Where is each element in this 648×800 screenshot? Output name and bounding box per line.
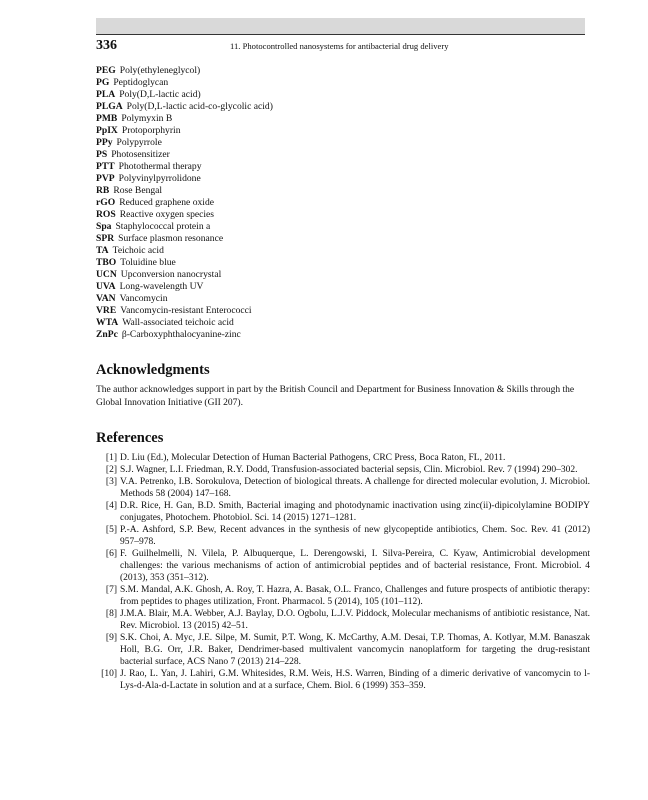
- abbreviation-item: [96, 185, 585, 197]
- reference-number: [5]: [105, 525, 117, 535]
- abbreviation-item: [96, 269, 585, 281]
- abbreviation-item: [96, 209, 585, 221]
- reference-number: [10]: [101, 669, 117, 679]
- abbreviation-item: [96, 173, 585, 185]
- page-number: 336: [96, 38, 117, 53]
- reference-item: [96, 452, 590, 464]
- reference-item: [96, 668, 590, 692]
- reference-number: [4]: [105, 501, 117, 511]
- reference-text: F. Guilhelmelli, N. Vilela, P. Albuquerque, L. Derengowski, I. Silva-Pereira, C. Kyaw, Antimicrobial development challenges: the various mechanisms of action of antimicrobial peptides and of bacterial resistance, Front. Microbiol. 4 (2013), 353 (351–312).: [120, 549, 590, 583]
- running-head: 11. Photocontrolled nanosystems for antibacterial drug delivery: [230, 41, 449, 51]
- abbreviation-term: Spa: [96, 221, 112, 232]
- abbreviation-definition: Photothermal therapy: [118, 161, 202, 172]
- acknowledgments-heading: Acknowledgments: [96, 362, 210, 378]
- abbreviation-item: [96, 233, 585, 245]
- acknowledgments-text: The author acknowledges support in part by the British Council and Department for Business Innovation & Skills through the Global Innovation Initiative (GII 207).: [96, 385, 575, 408]
- abbreviation-definition: Poly(D,L-lactic acid-co-glycolic acid): [126, 101, 273, 112]
- abbreviation-term: TBO: [96, 257, 117, 268]
- abbreviation-item: [96, 77, 585, 89]
- abbreviation-term: PLGA: [96, 101, 123, 112]
- abbreviation-definition: Vancomycin-resistant Enterococci: [120, 305, 252, 316]
- reference-text: D. Liu (Ed.), Molecular Detection of Human Bacterial Pathogens, CRC Press, Boca Raton, FL, 2011.: [120, 453, 506, 463]
- abbreviation-definition: Toluidine blue: [120, 257, 176, 268]
- reference-item: [96, 476, 590, 500]
- abbreviation-definition: Polyvinylpyrrolidone: [118, 173, 201, 184]
- abbreviation-item: [96, 329, 585, 341]
- abbreviation-definition: Teichoic acid: [112, 245, 164, 256]
- abbreviation-term: PEG: [96, 65, 116, 76]
- abbreviation-item: [96, 137, 585, 149]
- reference-item: [96, 524, 590, 548]
- abbreviation-term: UCN: [96, 269, 117, 280]
- abbreviation-term: RB: [96, 185, 110, 196]
- reference-text: S.K. Choi, A. Myc, J.E. Silpe, M. Sumit, P.T. Wong, K. McCarthy, A.M. Desai, T.P. Thomas, A. Kotlyar, M.M. Banaszak Holl, B.G. Orr, J.R. Baker, Dendrimer-based multivalent vancomycin nanoplatform for targeting the drug-resistant bacterial surface, ACS Nano 7 (2013) 214–228.: [120, 633, 590, 667]
- abbreviation-term: PTT: [96, 161, 115, 172]
- abbreviation-term: rGO: [96, 197, 116, 208]
- abbreviation-definition: Protoporphyrin: [121, 125, 181, 136]
- abbreviation-definition: Staphylococcal protein a: [115, 221, 211, 232]
- abbreviation-term: PS: [96, 149, 108, 160]
- abbreviation-term: TA: [96, 245, 109, 256]
- reference-text: P.-A. Ashford, S.P. Bew, Recent advances in the synthesis of new glycopeptide antibiotics, Chem. Soc. Rev. 41 (2012) 957–978.: [120, 525, 590, 547]
- reference-text: J.M.A. Blair, M.A. Webber, A.J. Baylay, D.O. Ogbolu, L.J.V. Piddock, Molecular mechanisms of antibiotic resistance, Nat. Rev. Microbiol. 13 (2015) 42–51.: [120, 609, 590, 631]
- reference-list: [96, 452, 590, 692]
- abbreviation-item: [96, 281, 585, 293]
- abbreviation-item: [96, 161, 585, 173]
- abbreviation-definition: Poly(D,L-lactic acid): [119, 89, 201, 100]
- abbreviation-term: PG: [96, 77, 110, 88]
- abbreviation-term: ZnPc: [96, 329, 118, 340]
- abbreviation-item: [96, 65, 585, 77]
- reference-item: [96, 632, 590, 668]
- abbreviation-definition: Poly(ethyleneglycol): [119, 65, 201, 76]
- abbreviation-term: VRE: [96, 305, 117, 316]
- reference-text: J. Rao, L. Yan, J. Lahiri, G.M. Whitesides, R.M. Weis, H.S. Warren, Binding of a dimeric derivative of vancomycin to l-Lys-d-Ala-d-Lactate in solution and at a surface, Chem. Biol. 6 (1999) 353–359.: [120, 669, 590, 691]
- abbreviation-definition: Peptidoglycan: [113, 77, 169, 88]
- reference-text: S.M. Mandal, A.K. Ghosh, A. Roy, T. Hazra, A. Basak, O.L. Franco, Challenges and future prospects of antibiotic therapy: from peptides to phages utilization, Front. Pharmacol. 5 (2014), 105 (101–112).: [120, 585, 590, 607]
- reference-number: [1]: [105, 453, 117, 463]
- abbreviation-term: PVP: [96, 173, 115, 184]
- reference-number: [8]: [105, 609, 117, 619]
- reference-number: [3]: [105, 477, 117, 487]
- reference-number: [6]: [105, 549, 117, 559]
- abbreviation-term: PLA: [96, 89, 116, 100]
- reference-item: [96, 500, 590, 524]
- abbreviation-definition: Polypyrrole: [116, 137, 162, 148]
- abbreviation-definition: β-Carboxyphthalocyanine-zinc: [121, 329, 241, 340]
- abbreviation-item: [96, 221, 585, 233]
- abbreviation-item: [96, 293, 585, 305]
- abbreviation-term: UVA: [96, 281, 116, 292]
- reference-number: [7]: [105, 585, 117, 595]
- abbreviation-term: PMB: [96, 113, 118, 124]
- header-rule: [96, 34, 585, 35]
- abbreviation-definition: Reduced graphene oxide: [119, 197, 215, 208]
- abbreviation-definition: Photosensitizer: [111, 149, 170, 160]
- abbreviation-definition: Vancomycin: [119, 293, 168, 304]
- abbreviation-term: PPy: [96, 137, 113, 148]
- abbreviation-definition: Long-wavelength UV: [119, 281, 204, 292]
- abbreviation-term: WTA: [96, 317, 119, 328]
- reference-item: [96, 548, 590, 584]
- abbreviation-item: [96, 113, 585, 125]
- reference-item: [96, 584, 590, 608]
- abbreviation-item: [96, 245, 585, 257]
- header-bar: [96, 18, 585, 34]
- reference-item: [96, 608, 590, 632]
- abbreviation-definition: Reactive oxygen species: [119, 209, 215, 220]
- reference-text: D.R. Rice, H. Gan, B.D. Smith, Bacterial imaging and photodynamic inactivation using zinc(ii)-dipicolylamine BODIPY conjugates, Photochem. Photobiol. Sci. 14 (2015) 1271–1281.: [120, 501, 590, 523]
- abbreviation-item: [96, 89, 585, 101]
- abbreviation-item: [96, 197, 585, 209]
- abbreviation-term: PpIX: [96, 125, 118, 136]
- abbreviation-definition: Surface plasmon resonance: [118, 233, 224, 244]
- abbreviation-definition: Rose Bengal: [113, 185, 163, 196]
- abbreviation-item: [96, 257, 585, 269]
- reference-item: [96, 464, 590, 476]
- abbreviation-definition: Upconversion nanocrystal: [120, 269, 222, 280]
- abbreviation-list: [96, 65, 585, 341]
- abbreviation-definition: Polymyxin B: [121, 113, 173, 124]
- abbreviation-item: [96, 305, 585, 317]
- abbreviation-item: [96, 101, 585, 113]
- reference-number: [9]: [105, 633, 117, 643]
- reference-text: S.J. Wagner, L.I. Friedman, R.Y. Dodd, Transfusion-associated bacterial sepsis, Clin. Microbiol. Rev. 7 (1994) 290–302.: [120, 465, 578, 475]
- abbreviation-term: ROS: [96, 209, 116, 220]
- reference-text: V.A. Petrenko, I.B. Sorokulova, Detection of biological threats. A challenge for directed molecular evolution, J. Microbiol. Methods 58 (2004) 147–168.: [120, 477, 590, 499]
- abbreviation-definition: Wall-associated teichoic acid: [122, 317, 234, 328]
- abbreviation-item: [96, 317, 585, 329]
- abbreviation-term: SPR: [96, 233, 115, 244]
- abbreviation-term: VAN: [96, 293, 116, 304]
- abbreviation-item: [96, 125, 585, 137]
- references-heading: References: [96, 430, 164, 446]
- abbreviation-item: [96, 149, 585, 161]
- reference-number: [2]: [105, 465, 117, 475]
